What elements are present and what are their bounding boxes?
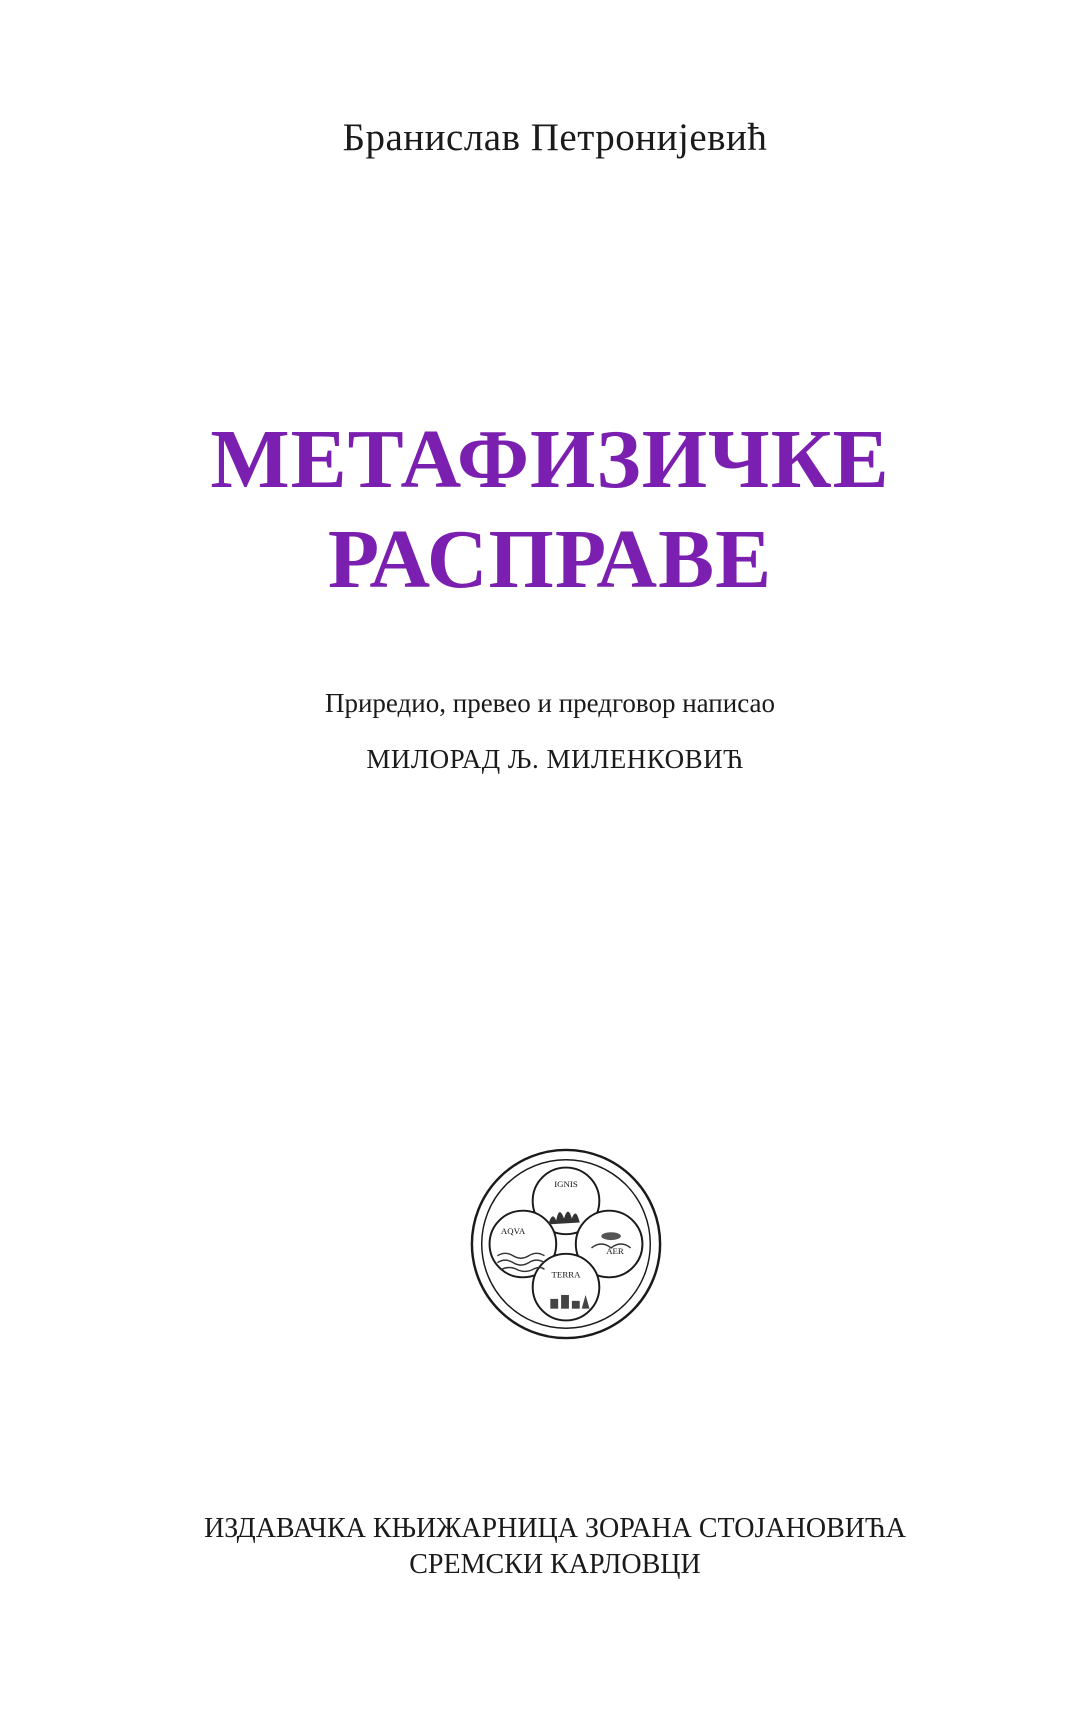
svg-text:TERRA: TERRA	[551, 1269, 581, 1280]
editor-role: Приредио, превео и предговор написао	[324, 688, 776, 718]
svg-text:AQVA: AQVA	[500, 1226, 526, 1237]
book-title-line-1: МЕТАФИЗИЧКЕ	[210, 413, 890, 506]
author-name: Бранислав Петронијевић	[342, 116, 768, 159]
four-elements-emblem-icon	[468, 1146, 664, 1342]
book-title-line-2: РАСПРАВЕ	[327, 513, 773, 606]
publisher-city: СРЕМСКИ КАРЛОВЦИ	[409, 1549, 701, 1580]
editor-name: МИЛОРАД Љ. МИЛЕНКОВИЋ	[366, 744, 744, 774]
earth-circle	[533, 1254, 600, 1321]
publisher-name: ИЗДАВАЧКА КЊИЖАРНИЦА ЗОРАНА СТОЈАНОВИЋА	[204, 1513, 906, 1544]
svg-text:AER: AER	[606, 1245, 624, 1256]
svg-text:IGNIS: IGNIS	[554, 1179, 578, 1190]
